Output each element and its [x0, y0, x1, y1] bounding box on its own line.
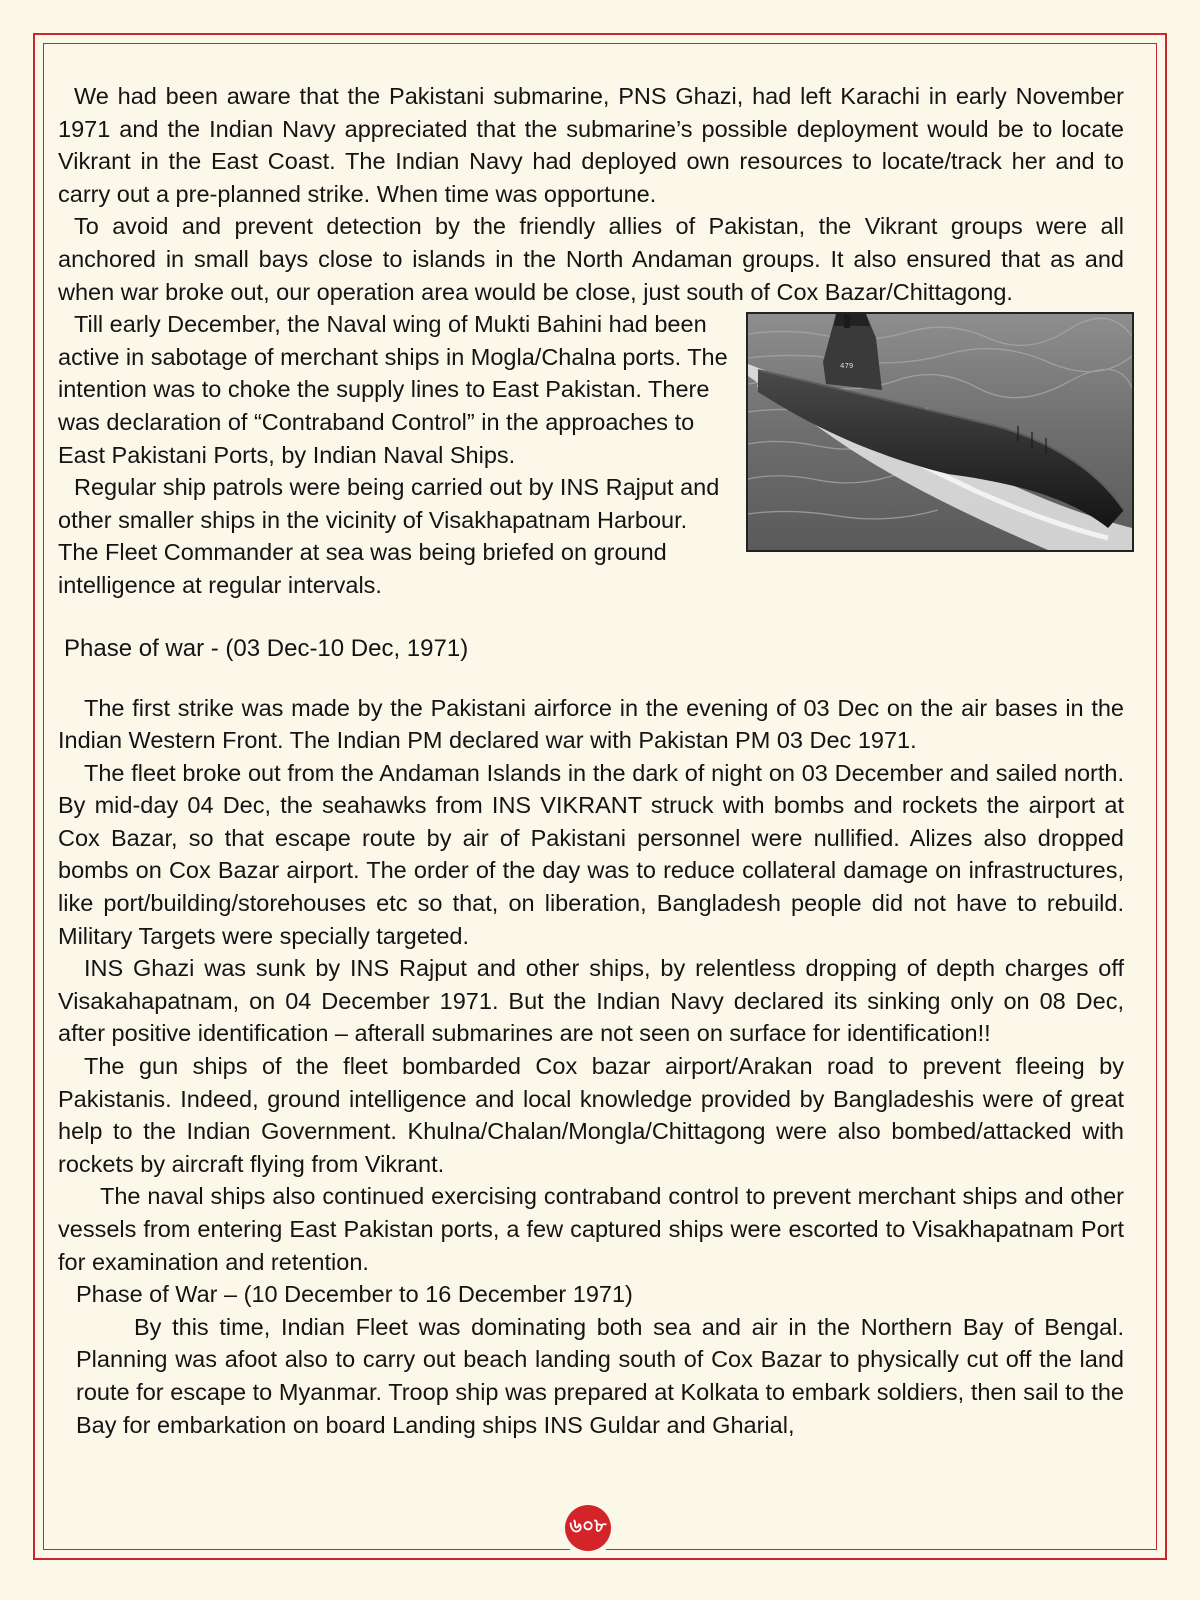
paragraph-fleet-dominating: By this time, Indian Fleet was dominating both sea and air in the Northern Bay of Bengal. Planning was afoot also to carry out beach landing south of Cox Bazar to physically cut off the land route for escape to Myanmar. Troop ship was prepared at Kolkata to embark soldiers, then sail to the Bay for embarkation on board Landing ships INS Guldar and Gharial,	[76, 1313, 1124, 1438]
section-heading-phase-one: Phase of war - (03 Dec-10 Dec, 1971)	[64, 634, 469, 662]
paragraph-ghazi-sunk: INS Ghazi was sunk by INS Rajput and other ships, by relentless dropping of depth charges off Visakahapatnam, on 04 December 1971. But the Indian Navy declared its sinking only on 08 Dec, after positive identification – afterall submarines are not seen on surface for identification!!	[58, 955, 1124, 1047]
paragraph-gun-ships: The gun ships of the fleet bombarded Cox bazar airport/Arakan road to prevent fleeing by Pakistanis. Indeed, ground intelligence and local knowledge provided by Bangladeshis were of great help to the Indian Government. Khulna/Chalan/Mongla/Chittagong were also bombed/attacked with rockets by aircraft flying from Vikrant.	[58, 1053, 1124, 1177]
paragraph-vikrant-anchorage: To avoid and prevent detection by the friendly allies of Pakistan, the Vikrant groups were all anchored in small bays close to islands in the North Andaman groups. It also ensured that as and when war broke out, our operation area would be close, just south of Cox Bazar/Chittagong.	[58, 213, 1124, 305]
page-number-badge: ৬০৮	[565, 1505, 611, 1551]
submarine-illustration	[748, 314, 1132, 550]
paragraph-ship-patrols: Regular ship patrols were being carried out by INS Rajput and other smaller ships in the vicinity of Visakhapatnam Harbour. The Fleet Commander at sea was being briefed on ground intelligence at regular intervals.	[58, 474, 720, 598]
hull-number-text: 479	[840, 362, 854, 371]
paragraph-mukti-bahini: Till early December, the Naval wing of Mukti Bahini had been active in sabotage of merchant ships in Mogla/Chalna ports. The intention was to choke the supply lines to East Pakistan. There was declaration of “Contraband Control” in the approaches to East Pakistani Ports, by Indian Naval Ships.	[58, 311, 728, 468]
paragraph-contraband-control: The naval ships also continued exercising contraband control to prevent merchant ships and other vessels from entering East Pakistan ports, a few captured ships were escorted to Visakhapatnam Port for examination and retention.	[58, 1183, 1124, 1275]
submarine-photo	[746, 312, 1134, 552]
article-body	[58, 80, 1124, 1441]
paragraph-fleet-breakout: The fleet broke out from the Andaman Islands in the dark of night on 03 December and sailed north. By mid-day 04 Dec, the seahawks from INS VIKRANT struck with bombs and rockets the airport at Cox Bazar, so that escape route by air of Pakistani personnel were nullified. Alizes also dropped bombs on Cox Bazar airport. The order of the day was to reduce collateral damage on infrastructures, like port/building/storehouses etc so that, on liberation, Bangladesh people did not have to rebuild. Military Targets were specially targeted.	[58, 759, 1124, 949]
section-heading-phase-two: Phase of War – (10 December to 16 December 1971)	[76, 1281, 633, 1308]
paragraph-first-strike: The first strike was made by the Pakistani airforce in the evening of 03 Dec on the air bases in the Indian Western Front. The Indian PM declared war with Pakistan PM 03 Dec 1971.	[58, 694, 1124, 754]
paragraph-ghazi-departure: We had been aware that the Pakistani submarine, PNS Ghazi, had left Karachi in early November 1971 and the Indian Navy appreciated that the submarine’s possible deployment would be to locate Vikrant in the East Coast. The Indian Navy had deployed own resources to locate/track her and to carry out a pre-planned strike. When time was opportune.	[58, 83, 1124, 207]
